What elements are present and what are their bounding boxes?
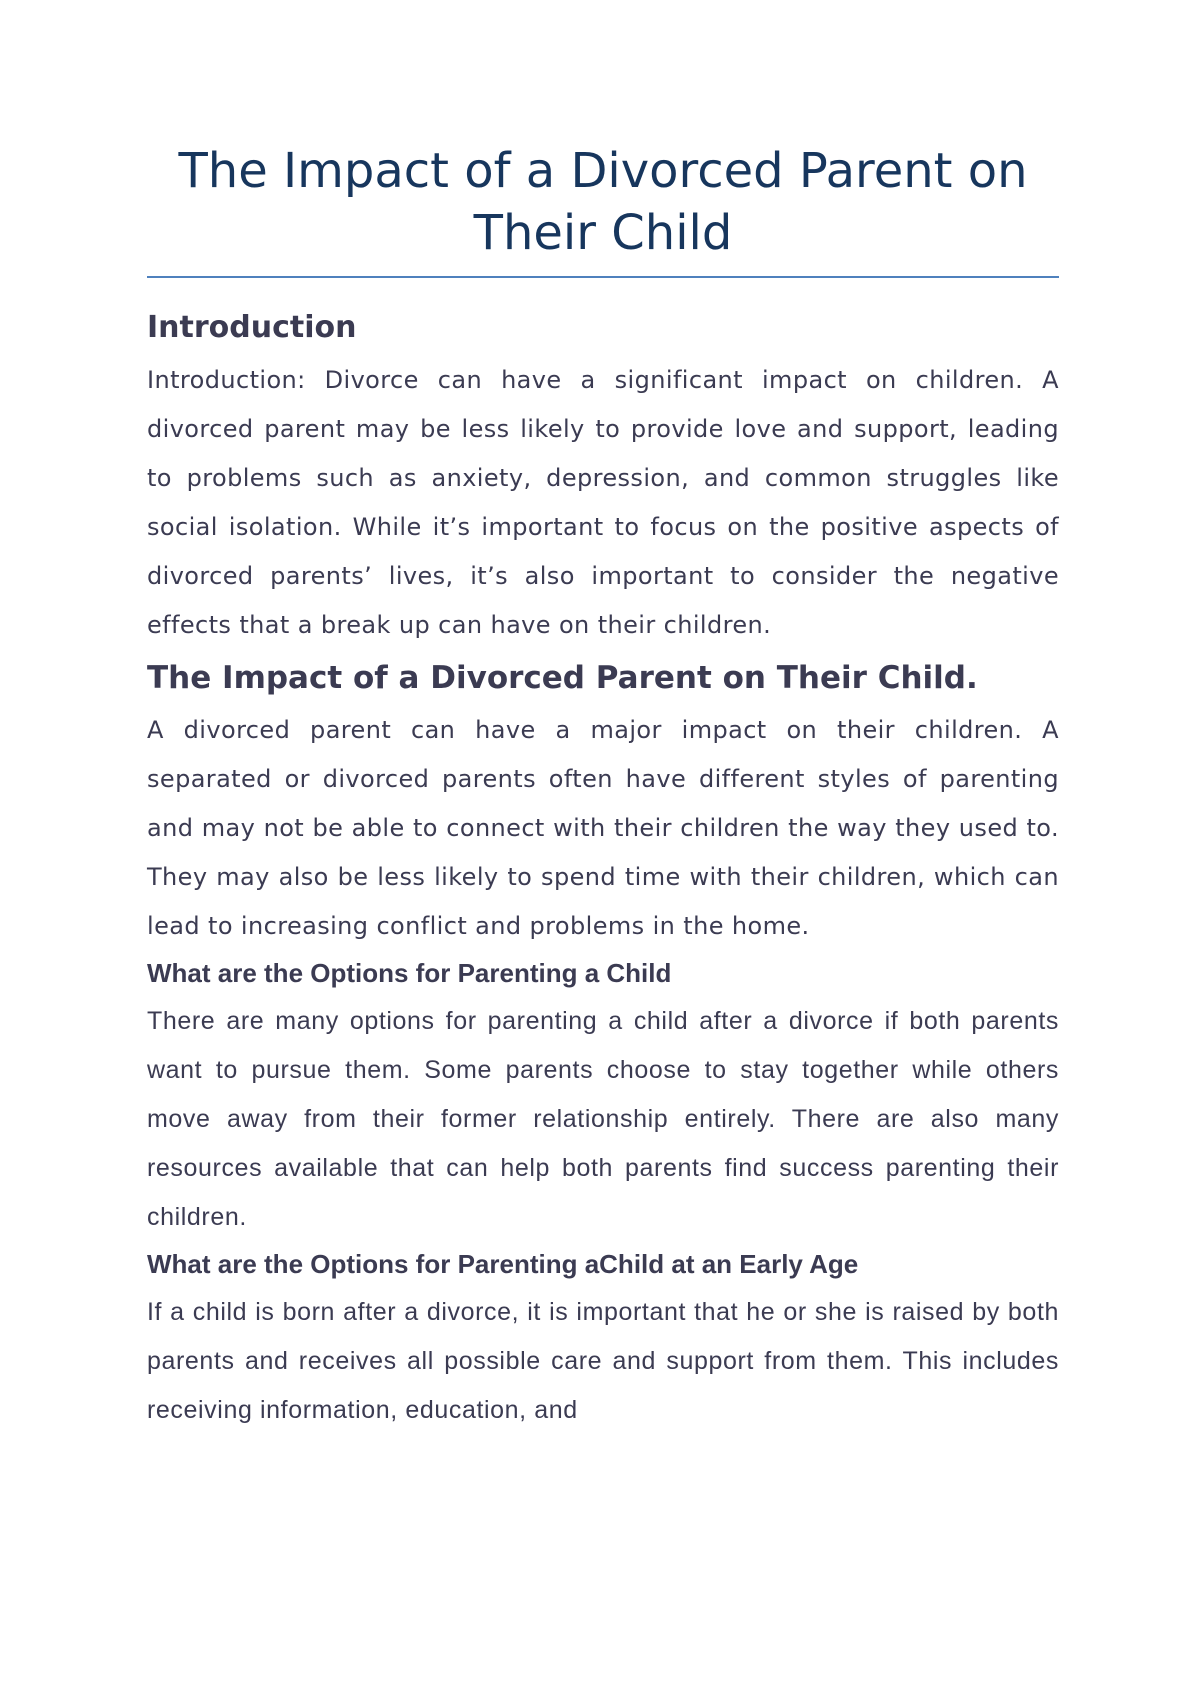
section-body-options: There are many options for parenting a child after a divorce if both parents want to pursue them. Some parents choose to stay together while others move away from their former relationship entirely. There are also many resources available that can help both parents find success parenting their children. bbox=[147, 1007, 1059, 1231]
section-heading-options: What are the Options for Parenting a Child bbox=[147, 958, 672, 988]
section-body-early-age: If a child is born after a divorce, it is important that he or she is raised by both parents and receives all possible care and support from them. This includes receiving information, education, and bbox=[147, 1298, 1059, 1424]
document-title: The Impact of a Divorced Parent on Their Child bbox=[147, 140, 1059, 278]
section-heading-introduction: Introduction bbox=[147, 310, 357, 345]
section-body-introduction: Introduction: Divorce can have a significant impact on children. A divorced parent may be less likely to provide love and support, leading to problems such as anxiety, depression, and common struggles like social isolation. While it’s important to focus on the positive aspects of divorced parents’ lives, it’s also important to consider the negative effects that a break up can have on their children. bbox=[147, 366, 1059, 639]
section-heading-early-age: What are the Options for Parenting aChild at an Early Age bbox=[147, 1249, 859, 1279]
document-content bbox=[147, 140, 1059, 1435]
section-body-impact: A divorced parent can have a major impact on their children. A separated or divorced parents often have different styles of parenting and may not be able to connect with their children the way they used to. They may also be less likely to spend time with their children, which can lead to increasing conflict and problems in the home. bbox=[147, 716, 1059, 940]
section-heading-impact: The Impact of a Divorced Parent on Their Child. bbox=[147, 660, 978, 696]
